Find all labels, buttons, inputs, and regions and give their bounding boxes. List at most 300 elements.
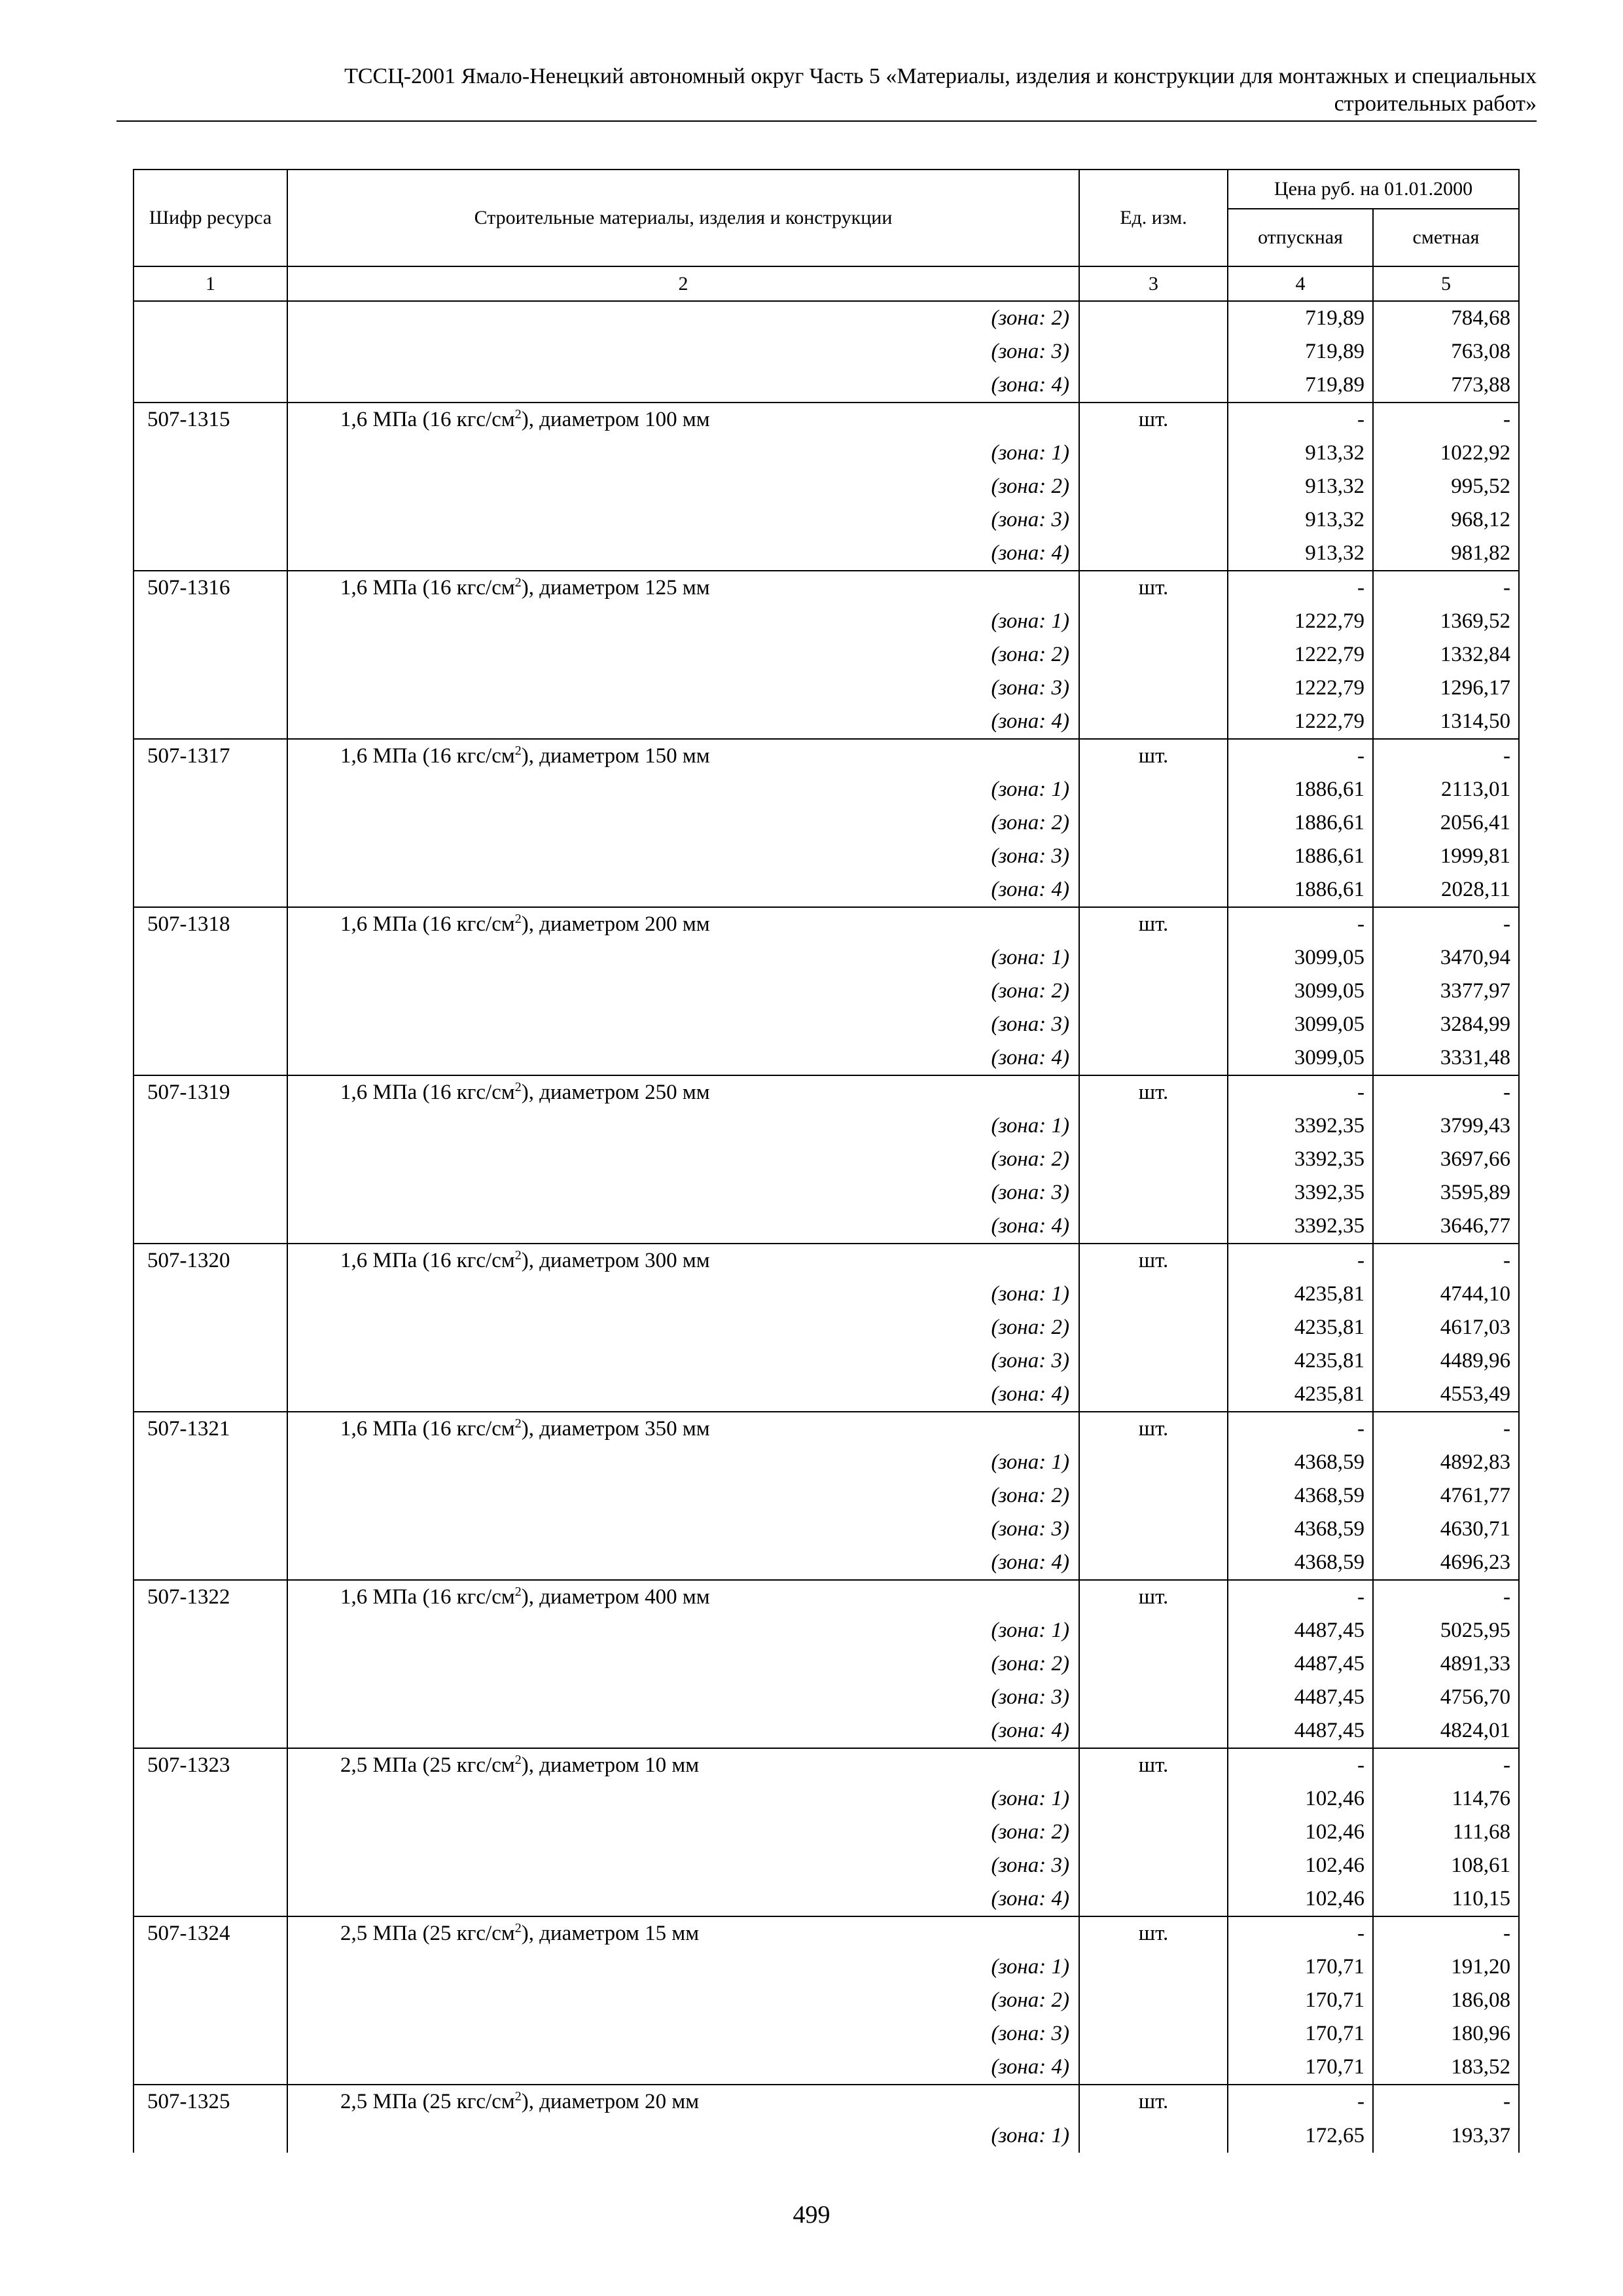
estimate-price: - <box>1373 739 1519 773</box>
unit-cell <box>1079 1176 1228 1210</box>
estimate-price: 4617,03 <box>1373 1311 1519 1344</box>
estimate-price: - <box>1373 1075 1519 1109</box>
estimate-price: 110,15 <box>1373 1882 1519 1916</box>
unit-cell: шт. <box>1079 1748 1228 1782</box>
resource-row <box>134 1412 1519 1446</box>
release-price: - <box>1228 571 1373 605</box>
header-line-1: ТССЦ-2001 Ямало-Ненецкий автономный округ Часть 5 «Материалы, изделия и конструкции для монтажных и специальных <box>344 64 1537 88</box>
estimate-price: 995,52 <box>1373 470 1519 503</box>
resource-row <box>134 2085 1519 2119</box>
estimate-price: 1022,92 <box>1373 437 1519 470</box>
unit-cell <box>1079 605 1228 638</box>
description-text: 1,6 МПа (16 кгс/см <box>340 576 515 600</box>
table-header <box>134 170 1519 301</box>
zone-row <box>134 1446 1519 1479</box>
zone-label: (зона: 1) <box>287 1950 1079 1984</box>
zone-label: (зона: 4) <box>287 1546 1079 1580</box>
zone-row <box>134 437 1519 470</box>
code-cell <box>134 638 287 672</box>
zone-label: (зона: 2) <box>287 470 1079 503</box>
zone-label: (зона: 1) <box>287 1278 1079 1311</box>
zone-row <box>134 1143 1519 1176</box>
column-header-price-group: Цена руб. на 01.01.2000 <box>1228 170 1519 209</box>
release-price: 170,71 <box>1228 2017 1373 2051</box>
release-price: 4235,81 <box>1228 1344 1373 1378</box>
unit-cell <box>1079 1984 1228 2017</box>
unit-cell <box>1079 1513 1228 1546</box>
resource-code: 507-1319 <box>134 1075 287 1109</box>
release-price: 4235,81 <box>1228 1311 1373 1344</box>
description-text: ), диаметром 100 мм <box>521 408 710 431</box>
code-cell <box>134 806 287 840</box>
zone-row <box>134 1311 1519 1344</box>
code-cell <box>134 1344 287 1378</box>
release-price: 4368,59 <box>1228 1546 1373 1580</box>
estimate-price: 3377,97 <box>1373 975 1519 1008</box>
unit-cell <box>1079 1143 1228 1176</box>
superscript: 2 <box>514 1585 522 1599</box>
release-price: 1886,61 <box>1228 873 1373 907</box>
resource-description <box>287 1580 1079 1614</box>
estimate-price: 4744,10 <box>1373 1278 1519 1311</box>
unit-cell <box>1079 1008 1228 1041</box>
zone-label: (зона: 4) <box>287 2051 1079 2085</box>
zone-label: (зона: 1) <box>287 941 1079 975</box>
code-cell <box>134 470 287 503</box>
estimate-price: - <box>1373 2085 1519 2119</box>
price-table-container <box>133 169 1518 2153</box>
zone-label: (зона: 2) <box>287 1479 1079 1513</box>
unit-cell <box>1079 840 1228 873</box>
release-price: 3099,05 <box>1228 1008 1373 1041</box>
code-cell <box>134 1681 287 1714</box>
release-price: - <box>1228 1075 1373 1109</box>
resource-description <box>287 907 1079 941</box>
unit-cell: шт. <box>1079 1916 1228 1950</box>
unit-cell: шт. <box>1079 1075 1228 1109</box>
resource-code: 507-1317 <box>134 739 287 773</box>
estimate-price: 4761,77 <box>1373 1479 1519 1513</box>
zone-row <box>134 335 1519 368</box>
column-number: 2 <box>287 266 1079 301</box>
description-text: ), диаметром 10 мм <box>521 1753 700 1777</box>
estimate-price: 2056,41 <box>1373 806 1519 840</box>
zone-label: (зона: 4) <box>287 1210 1079 1244</box>
release-price: 4235,81 <box>1228 1278 1373 1311</box>
zone-row <box>134 368 1519 403</box>
column-header-estimate-price: сметная <box>1373 209 1519 266</box>
column-header-name: Строительные материалы, изделия и конструкции <box>287 170 1079 266</box>
zone-row <box>134 1882 1519 1916</box>
resource-description <box>287 1075 1079 1109</box>
estimate-price: 4824,01 <box>1373 1714 1519 1748</box>
estimate-price: 183,52 <box>1373 2051 1519 2085</box>
description-text: ), диаметром 250 мм <box>521 1081 710 1104</box>
code-cell <box>134 1109 287 1143</box>
superscript: 2 <box>514 912 522 926</box>
estimate-price: 1332,84 <box>1373 638 1519 672</box>
estimate-price: 1369,52 <box>1373 605 1519 638</box>
superscript: 2 <box>514 1753 522 1767</box>
release-price: 102,46 <box>1228 1782 1373 1816</box>
release-price: 719,89 <box>1228 301 1373 335</box>
release-price: - <box>1228 907 1373 941</box>
code-cell <box>134 1479 287 1513</box>
unit-cell <box>1079 537 1228 571</box>
code-cell <box>134 301 287 335</box>
code-cell <box>134 1816 287 1849</box>
code-cell <box>134 1849 287 1882</box>
resource-row <box>134 571 1519 605</box>
release-price: 4368,59 <box>1228 1446 1373 1479</box>
release-price: 913,32 <box>1228 537 1373 571</box>
superscript: 2 <box>514 1416 522 1431</box>
column-number: 4 <box>1228 266 1373 301</box>
code-cell <box>134 2051 287 2085</box>
resource-description <box>287 2085 1079 2119</box>
code-cell <box>134 605 287 638</box>
zone-label: (зона: 1) <box>287 1614 1079 1647</box>
resource-row <box>134 1916 1519 1950</box>
zone-label: (зона: 1) <box>287 1109 1079 1143</box>
zone-row <box>134 1849 1519 1882</box>
code-cell <box>134 537 287 571</box>
zone-row <box>134 470 1519 503</box>
unit-cell <box>1079 2119 1228 2153</box>
description-text: ), диаметром 15 мм <box>521 1922 700 1945</box>
unit-cell: шт. <box>1079 571 1228 605</box>
release-price: 4368,59 <box>1228 1513 1373 1546</box>
code-cell <box>134 1647 287 1681</box>
release-price: 3392,35 <box>1228 1210 1373 1244</box>
unit-cell <box>1079 2017 1228 2051</box>
unit-cell <box>1079 1849 1228 1882</box>
resource-code: 507-1321 <box>134 1412 287 1446</box>
code-cell <box>134 1984 287 2017</box>
zone-row <box>134 1546 1519 1580</box>
estimate-price: 2113,01 <box>1373 773 1519 806</box>
zone-label: (зона: 2) <box>287 975 1079 1008</box>
zone-label: (зона: 4) <box>287 1882 1079 1916</box>
estimate-price: 4553,49 <box>1373 1378 1519 1412</box>
release-price: 170,71 <box>1228 1950 1373 1984</box>
zone-label: (зона: 4) <box>287 368 1079 403</box>
resource-description <box>287 1412 1079 1446</box>
resource-description <box>287 571 1079 605</box>
zone-row <box>134 2119 1519 2153</box>
unit-cell <box>1079 1882 1228 1916</box>
release-price: 719,89 <box>1228 335 1373 368</box>
zone-label: (зона: 1) <box>287 1446 1079 1479</box>
estimate-price: 4630,71 <box>1373 1513 1519 1546</box>
code-cell <box>134 1782 287 1816</box>
superscript: 2 <box>514 407 522 422</box>
unit-cell: шт. <box>1079 907 1228 941</box>
estimate-price: 3284,99 <box>1373 1008 1519 1041</box>
code-cell <box>134 2119 287 2153</box>
code-cell <box>134 941 287 975</box>
code-cell <box>134 1882 287 1916</box>
zone-row <box>134 1278 1519 1311</box>
unit-cell: шт. <box>1079 403 1228 437</box>
release-price: 102,46 <box>1228 1816 1373 1849</box>
page-header <box>116 63 1537 118</box>
code-cell <box>134 1041 287 1075</box>
code-cell <box>134 1614 287 1647</box>
code-cell <box>134 1143 287 1176</box>
column-number: 1 <box>134 266 287 301</box>
estimate-price: 3331,48 <box>1373 1041 1519 1075</box>
release-price: 4368,59 <box>1228 1479 1373 1513</box>
estimate-price: 1296,17 <box>1373 672 1519 705</box>
zone-row <box>134 1782 1519 1816</box>
estimate-price: 1314,50 <box>1373 705 1519 739</box>
estimate-price: 784,68 <box>1373 301 1519 335</box>
unit-cell: шт. <box>1079 1244 1228 1278</box>
resource-description <box>287 1244 1079 1278</box>
estimate-price: 193,37 <box>1373 2119 1519 2153</box>
header-divider <box>116 120 1537 122</box>
zone-row <box>134 605 1519 638</box>
zone-label: (зона: 3) <box>287 1008 1079 1041</box>
resource-row <box>134 403 1519 437</box>
unit-cell <box>1079 638 1228 672</box>
zone-row <box>134 873 1519 907</box>
zone-label: (зона: 3) <box>287 1681 1079 1714</box>
zone-row <box>134 1681 1519 1714</box>
zone-label: (зона: 2) <box>287 1311 1079 1344</box>
resource-row <box>134 1580 1519 1614</box>
release-price: 172,65 <box>1228 2119 1373 2153</box>
resource-code: 507-1324 <box>134 1916 287 1950</box>
release-price: 913,32 <box>1228 470 1373 503</box>
zone-row <box>134 1176 1519 1210</box>
estimate-price: 3595,89 <box>1373 1176 1519 1210</box>
release-price: 4487,45 <box>1228 1681 1373 1714</box>
code-cell <box>134 975 287 1008</box>
resource-code: 507-1320 <box>134 1244 287 1278</box>
zone-row <box>134 1714 1519 1748</box>
zone-label: (зона: 2) <box>287 1816 1079 1849</box>
code-cell <box>134 1513 287 1546</box>
unit-cell <box>1079 1278 1228 1311</box>
zone-row <box>134 2017 1519 2051</box>
release-price: 1886,61 <box>1228 773 1373 806</box>
zone-label: (зона: 3) <box>287 503 1079 537</box>
estimate-price: 108,61 <box>1373 1849 1519 1882</box>
zone-row <box>134 773 1519 806</box>
code-cell <box>134 2017 287 2051</box>
estimate-price: 2028,11 <box>1373 873 1519 907</box>
zone-label: (зона: 3) <box>287 2017 1079 2051</box>
zone-label: (зона: 2) <box>287 638 1079 672</box>
zone-row <box>134 1109 1519 1143</box>
zone-row <box>134 1513 1519 1546</box>
release-price: 4235,81 <box>1228 1378 1373 1412</box>
estimate-price: 773,88 <box>1373 368 1519 403</box>
release-price: - <box>1228 1244 1373 1278</box>
zone-row <box>134 1479 1519 1513</box>
description-text: 1,6 МПа (16 кгс/см <box>340 912 515 936</box>
zone-row <box>134 840 1519 873</box>
estimate-price: 4892,83 <box>1373 1446 1519 1479</box>
release-price: 3099,05 <box>1228 975 1373 1008</box>
zone-row <box>134 1344 1519 1378</box>
estimate-price: 981,82 <box>1373 537 1519 571</box>
release-price: 1222,79 <box>1228 638 1373 672</box>
description-text: ), диаметром 300 мм <box>521 1249 710 1272</box>
unit-cell <box>1079 301 1228 335</box>
release-price: 102,46 <box>1228 1882 1373 1916</box>
estimate-price: - <box>1373 1916 1519 1950</box>
release-price: - <box>1228 1916 1373 1950</box>
zone-label: (зона: 2) <box>287 1143 1079 1176</box>
page-number: 499 <box>793 2201 830 2229</box>
superscript: 2 <box>514 1248 522 1263</box>
zone-label: (зона: 4) <box>287 1041 1079 1075</box>
estimate-price: - <box>1373 1748 1519 1782</box>
unit-cell <box>1079 1614 1228 1647</box>
code-cell <box>134 873 287 907</box>
unit-cell <box>1079 335 1228 368</box>
description-text: ), диаметром 150 мм <box>521 744 710 768</box>
zone-label: (зона: 3) <box>287 1849 1079 1882</box>
release-price: 1222,79 <box>1228 672 1373 705</box>
column-number: 3 <box>1079 266 1228 301</box>
unit-cell: шт. <box>1079 2085 1228 2119</box>
release-price: - <box>1228 1748 1373 1782</box>
release-price: 1886,61 <box>1228 840 1373 873</box>
zone-label: (зона: 1) <box>287 1782 1079 1816</box>
zone-label: (зона: 2) <box>287 1647 1079 1681</box>
zone-label: (зона: 2) <box>287 301 1079 335</box>
code-cell <box>134 773 287 806</box>
estimate-price: - <box>1373 403 1519 437</box>
code-cell <box>134 1714 287 1748</box>
code-cell <box>134 1546 287 1580</box>
unit-cell <box>1079 503 1228 537</box>
description-text: ), диаметром 350 мм <box>521 1417 710 1441</box>
zone-row <box>134 638 1519 672</box>
unit-cell <box>1079 470 1228 503</box>
unit-cell <box>1079 975 1228 1008</box>
resource-row <box>134 1748 1519 1782</box>
resource-code: 507-1315 <box>134 403 287 437</box>
zone-label: (зона: 3) <box>287 1344 1079 1378</box>
release-price: - <box>1228 403 1373 437</box>
release-price: 3392,35 <box>1228 1109 1373 1143</box>
unit-cell <box>1079 705 1228 739</box>
release-price: 170,71 <box>1228 2051 1373 2085</box>
description-text: 1,6 МПа (16 кгс/см <box>340 744 515 768</box>
code-cell <box>134 840 287 873</box>
unit-cell <box>1079 1647 1228 1681</box>
description-text: 1,6 МПа (16 кгс/см <box>340 408 515 431</box>
zone-label: (зона: 4) <box>287 537 1079 571</box>
code-cell <box>134 1950 287 1984</box>
release-price: - <box>1228 1580 1373 1614</box>
release-price: 1222,79 <box>1228 705 1373 739</box>
unit-cell <box>1079 672 1228 705</box>
zone-row <box>134 1210 1519 1244</box>
zone-row <box>134 1378 1519 1412</box>
estimate-price: 763,08 <box>1373 335 1519 368</box>
code-cell <box>134 1210 287 1244</box>
resource-description <box>287 403 1079 437</box>
description-text: 2,5 МПа (25 кгс/см <box>340 1922 515 1945</box>
zone-row <box>134 537 1519 571</box>
column-header-code: Шифр ресурса <box>134 170 287 266</box>
zone-label: (зона: 3) <box>287 335 1079 368</box>
zone-row <box>134 672 1519 705</box>
description-text: ), диаметром 20 мм <box>521 2090 700 2113</box>
release-price: 3392,35 <box>1228 1143 1373 1176</box>
release-price: 1222,79 <box>1228 605 1373 638</box>
release-price: 4487,45 <box>1228 1614 1373 1647</box>
zone-label: (зона: 2) <box>287 806 1079 840</box>
estimate-price: - <box>1373 1244 1519 1278</box>
estimate-price: 186,08 <box>1373 1984 1519 2017</box>
resource-row <box>134 907 1519 941</box>
estimate-price: 3646,77 <box>1373 1210 1519 1244</box>
release-price: 913,32 <box>1228 503 1373 537</box>
unit-cell <box>1079 1378 1228 1412</box>
unit-cell <box>1079 1479 1228 1513</box>
description-text: ), диаметром 400 мм <box>521 1585 710 1609</box>
code-cell <box>134 437 287 470</box>
release-price: 1886,61 <box>1228 806 1373 840</box>
unit-cell <box>1079 1816 1228 1849</box>
zone-row <box>134 705 1519 739</box>
resource-row <box>134 739 1519 773</box>
zone-row <box>134 975 1519 1008</box>
unit-cell <box>1079 1311 1228 1344</box>
resource-description <box>287 1916 1079 1950</box>
zone-row <box>134 941 1519 975</box>
unit-cell <box>1079 773 1228 806</box>
release-price: 3099,05 <box>1228 941 1373 975</box>
estimate-price: 3470,94 <box>1373 941 1519 975</box>
release-price: - <box>1228 2085 1373 2119</box>
superscript: 2 <box>514 744 522 758</box>
code-cell <box>134 1008 287 1041</box>
resource-code: 507-1325 <box>134 2085 287 2119</box>
release-price: 102,46 <box>1228 1849 1373 1882</box>
description-text: 1,6 МПа (16 кгс/см <box>340 1081 515 1104</box>
release-price: - <box>1228 739 1373 773</box>
unit-cell <box>1079 1681 1228 1714</box>
code-cell <box>134 1378 287 1412</box>
release-price: 719,89 <box>1228 368 1373 403</box>
estimate-price: 5025,95 <box>1373 1614 1519 1647</box>
release-price: 3099,05 <box>1228 1041 1373 1075</box>
table-body <box>134 301 1519 2153</box>
resource-description <box>287 739 1079 773</box>
column-number: 5 <box>1373 266 1519 301</box>
estimate-price: 4756,70 <box>1373 1681 1519 1714</box>
zone-label: (зона: 3) <box>287 1513 1079 1546</box>
estimate-price: 191,20 <box>1373 1950 1519 1984</box>
zone-label: (зона: 2) <box>287 1984 1079 2017</box>
column-header-release-price: отпускная <box>1228 209 1373 266</box>
zone-label: (зона: 1) <box>287 2119 1079 2153</box>
zone-row <box>134 301 1519 335</box>
release-price: 4487,45 <box>1228 1714 1373 1748</box>
zone-label: (зона: 1) <box>287 605 1079 638</box>
estimate-price: 1999,81 <box>1373 840 1519 873</box>
superscript: 2 <box>514 575 522 590</box>
code-cell <box>134 1446 287 1479</box>
